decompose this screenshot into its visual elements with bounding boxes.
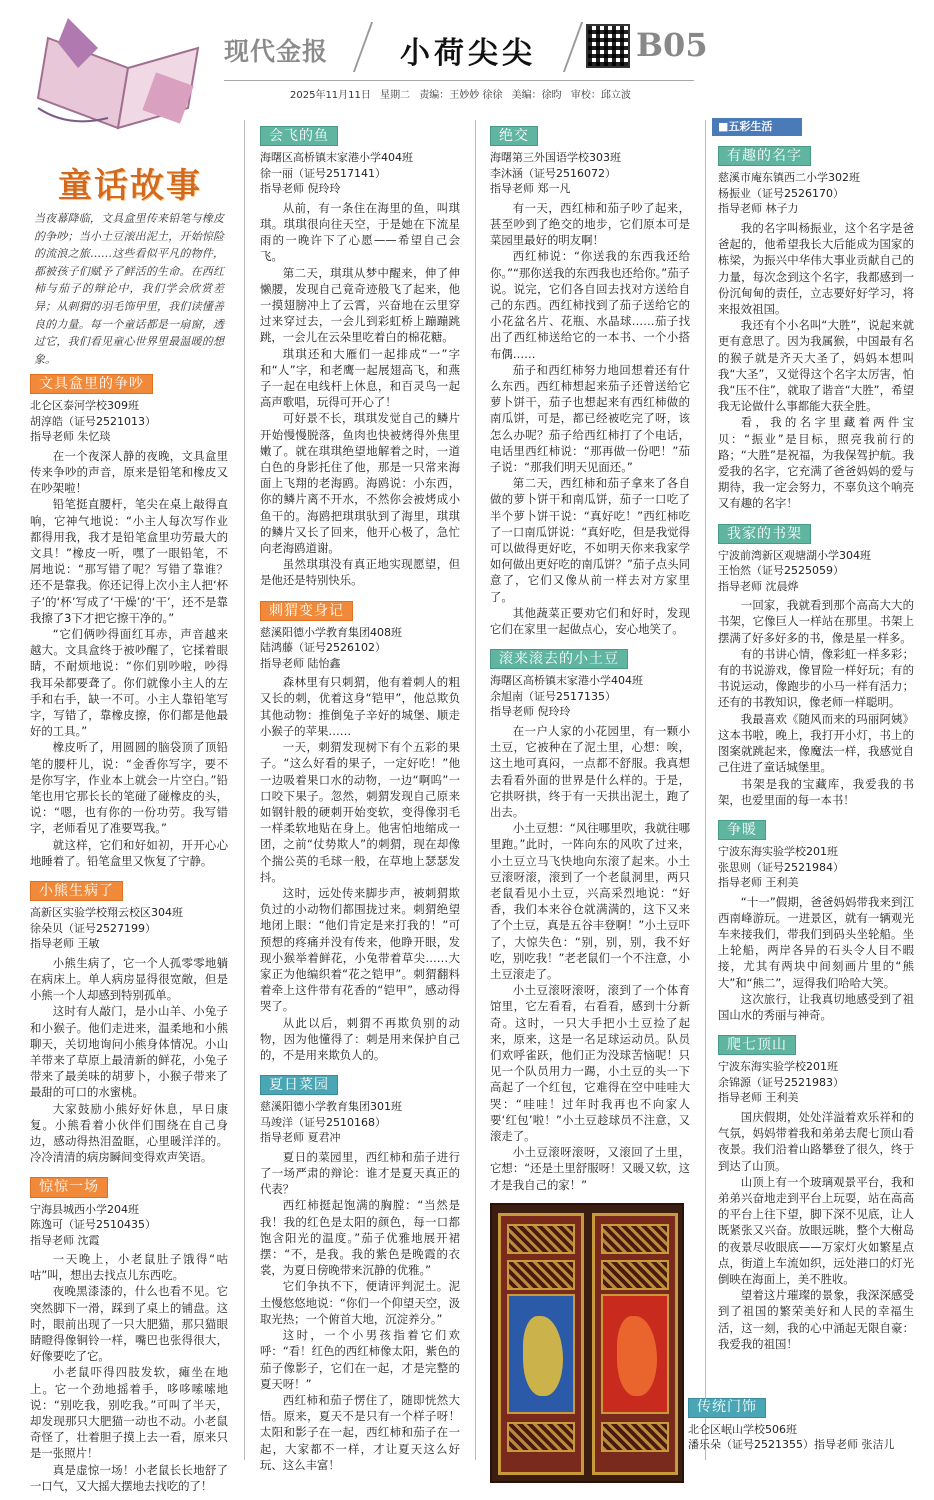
divider (563, 22, 583, 72)
article-body (260, 200, 460, 589)
paragraph: 看，我的名字里藏着两件宝贝：“振业”是目标，照亮我前行的路；“大胜”是祝福，为我保驾护航。我爱我的名字，它充满了爸爸妈妈的爱与期待，我一定会努力，不辜负这个响亮又有趣的名字！ (718, 415, 914, 511)
article-title: 会飞的鱼 (260, 126, 338, 146)
article (30, 875, 228, 1165)
article-title: 爬七顶山 (718, 1035, 796, 1055)
lattice-window (507, 1422, 575, 1452)
paragraph: 夜晚黑漆漆的，什么也看不见。它突然脚下一滑，踩到了桌上的铺盘。这时，眼前出现了一只大肥猫，那只猫眼睛瞪得像铜铃一样，嘴巴也张得很大，好像要吃了它。 (30, 1284, 228, 1364)
masthead-meta (290, 86, 637, 101)
lattice-window (601, 1224, 669, 1254)
column-2 (260, 120, 460, 1479)
section-title: 小荷尖尖 (400, 36, 536, 71)
article (490, 120, 690, 637)
paragraph: 我还有个小名叫“大胜”，说起来就更有意思了。因为我属猴，中国最有名的猴子就是齐天大圣了，妈妈本想叫我“大圣”，又觉得这个名字太厉害，怕我“压不住”，就取了谐音“大胜”，希望我无论做什么事都能大获全胜。 (718, 318, 914, 414)
author-name: 王怡然（证号2525059） (718, 564, 844, 578)
teacher-name: 指导老师 倪玲玲 (490, 705, 571, 719)
author-name: 余锦源（证号2521983） (718, 1075, 844, 1089)
paragraph: 这时，远处传来脚步声，被刺猬欺负过的小动物们都围拢过来。刺猬绝望地闭上眼：“他们肯定是来打我的！”可预想的疼痛并没有传来，他睁开眼，发现小猴举着鲜花，小兔带着草尖……大家正为他编织着“花之铠甲”。刺猬翻料着牵上这件带有花香的“铠甲”，感动得哭了。 (260, 885, 460, 1014)
author-name: 余旭南（证号2517135） (490, 689, 616, 703)
article-body (30, 448, 228, 869)
fairy-tale-title: 童话故事 (58, 166, 202, 206)
paragraph: 夏日的菜园里，西红柿和茄子进行了一场严肃的辩论：谁才是夏天真正的代表？ (260, 1149, 460, 1197)
school-name: 慈溪阳德小学教育集团301班 (260, 1100, 402, 1114)
paragraph: 一回家，我就看到那个高高大大的书架，它像巨人一样站在那里。书架上摆满了好多好多的书，像是星一样多。 (718, 598, 914, 645)
paragraph: “十一”假期，爸爸妈妈带我来到江西南峰游玩。一进景区，就有一辆观光车来接我们，带我们到码头坐轮船。坐上轮船，两岸各异的石头令人目不暇接，尤其有两块中间刻画片里的“熊大”和“熊二”，逗得我们哈哈大笑。 (718, 894, 914, 990)
school-name: 宁海县城西小学204班 (30, 1202, 139, 1216)
paragraph: 虽然琪琪没有真正地实现愿望，但是他还是特别快乐。 (260, 557, 460, 588)
paragraph: 森林里有只刺猬，他有着刺人的粗又长的刺，优着这身“铠甲”，他总欺负其他动物：推倒兔子辛好的城堡、顺走小猴子的苹果…… (260, 675, 460, 738)
paragraph: 西红柿说：“你送我的东西我还给你。”“那你送我的东西我也还给你。”茄子说。说完，它们各自回去找对方送给自己的东西。西红柿找到了茄子送给它的小花盆名片、花瓶、水晶球……茄子找出了西红柿送给它的一本书、一个小搭布偶…… (490, 249, 690, 361)
paragraph: 第二天，琪琪从梦中醒来，伸了伸懒腰，发现自己竟奇迹般飞了起来，他一摸翅膀冲上了云霄，兴奋地在云里穿过来穿过去，一会儿到彩虹桥上蹦蹦跳跳，一会儿在云朵里吃着白的棉花糖。 (260, 265, 460, 345)
paragraph: 在一户人家的小花园里，有一颗小土豆，它被种在了泥土里，心想：唉，这土地可真闷，一点都不舒服。我真想去看看外面的世界是什么样的。于是，它拱呀拱，终于有一天拱出泥土，跑了出去。 (490, 723, 690, 819)
school-name: 慈溪阳德小学教育集团408班 (260, 625, 402, 639)
issue-date: 2025年11月11日 (290, 90, 371, 101)
paragraph: 望着这片璀璨的景象，我深深感受到了祖国的繁荣美好和人民的幸福生活，这一刻，我的心中涌起无限自豪：我爱我的祖国！ (718, 1288, 914, 1351)
paragraph: 这次旅行，让我真切地感受到了祖国山水的秀丽与神奇。 (718, 991, 914, 1023)
author-name: 张思则（证号2521984） (718, 860, 844, 874)
article-title: 绝交 (490, 126, 538, 146)
article-title: 刺猬变身记 (260, 601, 353, 621)
article (718, 814, 914, 1023)
school-name: 海曙区高桥镇末家港小学404班 (490, 674, 643, 688)
teacher-name: 指导老师 沈晨烨 (718, 579, 799, 593)
article (260, 1069, 460, 1473)
door-left (498, 1213, 584, 1475)
article (260, 595, 460, 1064)
door-painting (490, 1203, 684, 1483)
paragraph: 它们争执不下，便请评判泥土。泥土慢悠悠地说：“你们一个仰望天空，汲取光热；一个俯首大地，沉淀养分。” (260, 1279, 460, 1326)
article (718, 1029, 914, 1352)
article-body (718, 597, 914, 808)
page-number: B05 (636, 26, 708, 64)
column-divider (244, 120, 245, 1460)
paragraph: 就这样，它们和好如初，开开心心地睡着了。铅笔盒里又恢复了宁静。 (30, 837, 228, 868)
newspaper-name: 现代金报 (224, 37, 329, 66)
dragon-icon (523, 1316, 563, 1396)
qr-code-icon (586, 24, 630, 68)
article-title: 争暖 (718, 820, 766, 840)
article-body (718, 220, 914, 512)
school-name: 宁波前湾新区观塘湖小学304班 (718, 548, 871, 562)
column-3 (490, 120, 690, 1491)
article-body (490, 723, 690, 1193)
article-body (30, 955, 228, 1166)
masthead-rule (224, 80, 694, 81)
paragraph: 大家鼓励小熊好好休息，早日康复。小熊看着小伙伴们围绕在自己身边，感动得热泪盈眶，心里暖洋洋的。冷冷清清的病房瞬间变得欢声笑语。 (30, 1101, 228, 1165)
author-name: 杨振业（证号2526170） (718, 186, 844, 200)
author-name: 马竣洋（证号2510168） (260, 1115, 386, 1129)
teacher-name: 指导老师 夏君冲 (260, 1131, 341, 1145)
paragraph: 铅笔挺直腰杆，笔尖在桌上敲得直响，它神气地说：“小主人每次写作业都得用我，我才是铅笔盒里功劳最大的文具！”橡皮一听，嘿了一眼铅笔，不屑地说：“那写错了呢？写错了靠谁？还不是靠我。你还记得上次小主人把‘杯子’的‘杯’写成了‘干燥’的‘干’，还不是靠我擦了3下才把它擦干净的。” (30, 497, 228, 625)
teacher-name: 指导老师 郑一凡 (490, 182, 571, 196)
paragraph: 从此以后，刺猬不再欺负别的动物，因为他懂得了：刺是用来保护自己的，不是用来欺负人的。 (260, 1015, 460, 1062)
author-name: 陆鸿藤（证号2526102） (260, 641, 386, 655)
school-name: 宁波东海实验学校201班 (718, 845, 838, 859)
column-4 (718, 120, 914, 1358)
paragraph: 真是虚惊一场！小老鼠长长地舒了一口气，又大摇大摆地去找吃的了！ (30, 1462, 228, 1493)
school-name: 海曙区高桥镇末家港小学404班 (260, 151, 413, 165)
article-body (30, 1251, 228, 1494)
divider (353, 22, 373, 72)
paragraph: 其他蔬菜正要劝它们和好时，发现它们在家里一起做点心，安心地笑了。 (490, 605, 690, 636)
article-body (260, 674, 460, 1063)
article (718, 140, 914, 511)
article-title: 传统门饰 (688, 1398, 766, 1418)
paragraph: 茄子和西红柿努力地回想着还有什么东西。西红柿想起来茄子还曾送给它萝卜饼干，茄子也想起来有西红柿做的南瓜饼，可是，都已经被吃完了呀，该怎么办呢？茄子给西红柿打了个电话，电话里西红柿说：“那再做一份吧！”茄子说：“那我们明天见面还。” (490, 362, 690, 474)
article-body (490, 200, 690, 637)
article (718, 518, 914, 808)
column-divider (705, 120, 706, 1460)
article-title: 夏日菜园 (260, 1075, 338, 1095)
dragon-panel (507, 1294, 575, 1414)
article (30, 1171, 228, 1494)
column-1 (30, 368, 228, 1500)
article-body (718, 894, 914, 1024)
paragraph: 有一天，西红柿和茄子吵了起来，甚至吵到了绝交的地步，它们原本可是菜园里最好的明友啊！ (490, 200, 690, 248)
paragraph: 小老鼠吓得四肢发软，瘫坐在地上。它一个劲地摇着手，哆哆嗦嗦地说：“别吃我，别吃我。”可叫了半天，却发现那只大肥猫一动也不动。小老鼠奇怪了，壮着胆子摸上去一看，原来只是一张照片！ (30, 1365, 228, 1461)
column-divider (475, 120, 476, 1460)
lattice-window (601, 1260, 669, 1290)
paragraph: 书架是我的宝藏库，我爱我的书架，也爱里面的每一本书！ (718, 776, 914, 807)
paragraph: 国庆假期，处处洋溢着欢乐祥和的气氛，妈妈带着我和弟弟去爬七顶山看夜景。我们沿着山路攀登了很久，终于到达了山顶。 (718, 1109, 914, 1173)
author-name: 徐朵贝（证号2527199） (30, 921, 156, 935)
author-name: 潘乐朵（证号2521355）指导老师 张洁儿 (688, 1438, 895, 1451)
paragraph: 小土豆滚呀滚呀，又滚回了土里，它想：“还是土里舒服呀！又暖又软，这才是我自己的家！” (490, 1145, 690, 1192)
paragraph: 第二天，西红柿和茄子拿来了各自做的萝卜饼干和南瓜饼，茄子一口吃了半个萝卜饼干说：“真好吃！”西红柿吃了一口南瓜饼说：“真好吃，但是我觉得可以做得更好吃，不如明天你来我家学如何做出更好吃的南瓜饼？”茄子点头同意了，它们又像从前一样去对方家里了。 (490, 476, 690, 604)
teacher-name: 指导老师 陆怡鑫 (260, 656, 341, 670)
lattice-window (507, 1224, 575, 1254)
article (490, 643, 690, 1193)
paragraph: 可好景不长，琪琪发觉自己的鳞片开始慢慢脱落，鱼肉也快被烤得外焦里嫩了。就在琪琪绝望地解着之时，一道白色的身影托住了他，那是一只常来海面上飞翔的老海鸥。海鸥说：小东西，你的鳞片离不开水，不然你会被烤成小鱼干的。海鸥把琪琪驮到了海里，琪琪的鳞片又长了回来，他开心极了，急忙向老海鸥道谢。 (260, 411, 460, 555)
author-name: 胡淳皓（证号2521013） (30, 414, 156, 428)
column-badge: ■五彩生活 (712, 118, 802, 136)
paragraph: 从前，有一条住在海里的鱼，叫琪琪。琪琪很向往天空，于是她在下流星雨的一晚许下了心愿——希望自己会飞。 (260, 200, 460, 264)
teacher-name: 指导老师 沈霞 (30, 1233, 100, 1247)
article-title: 有趣的名字 (718, 146, 811, 166)
masthead (0, 0, 934, 100)
school-name: 慈溪市庵东镇西二小学302班 (718, 171, 860, 185)
school-name: 北仑区泰河学校309班 (30, 399, 139, 413)
article-title: 小熊生病了 (30, 881, 123, 901)
teacher-name: 指导老师 王利美 (718, 876, 799, 890)
paragraph: 有的书讲心情，像彩虹一样多彩；有的书说游戏，像冒险一样好玩；有的书说运动，像跑步的小马一样有活力；还有的书教知识，像老师一样聪明。 (718, 646, 914, 710)
school-name: 北仑区岷山学校506班 (688, 1422, 797, 1436)
author-name: 李沐涵（证号2516072） (490, 166, 616, 180)
door-right (592, 1213, 678, 1475)
paragraph: 小土豆想：“风往哪里吹，我就往哪里跑。”此时，一阵向东的风吹了过来，小土豆立马飞快地向东滚了起来。小土豆滚呀滚，滚到了一个老鼠洞里，两只老鼠看见小土豆，兴高采烈地说：“好香，我们本来谷仓就满满的，这下又来了个土豆，真是五谷丰登啊！”小土豆吓了，大惊失色：“别，别，别，我不好吃，别吃我！”老老鼠们一个不注意，小土豆滚走了。 (490, 821, 690, 981)
article-title: 文具盒里的争吵 (30, 374, 153, 394)
paragraph: 小熊生病了，它一个人孤零零地躺在病床上。单人病房显得很宽敞，但是小熊一个人却感到特别孤单。 (30, 955, 228, 1003)
teacher-name: 指导老师 朱忆琰 (30, 430, 111, 444)
paragraph: 山顶上有一个玻璃观景平台，我和弟弟兴奋地走到平台上玩耍，站在高高的平台上往下望，脚下深不见底，让人既紧张又兴奋。放眼远眺，整个大榭岛的夜景尽收眼底——万家灯火如繁星点点，街道上车流如织，远处港口的灯光倒映在海面上，美不胜收。 (718, 1174, 914, 1286)
paragraph: 橡皮听了，用圆圆的脑袋顶了顶铅笔的腰杆儿，说：“金香你写字，要不是你写字，作业本上就会一片空白。”铅笔也用它那长长的笔碰了碰橡皮的头，说：“嗯，也有你的一份功劳。我写错字，老师看见了准要骂我。” (30, 740, 228, 836)
editor: 责编：王妙妙 徐徐 (419, 90, 503, 101)
weekday: 星期二 (380, 90, 411, 101)
school-name: 海曙第三外国语学校303班 (490, 151, 621, 165)
author-name: 陈逸可（证号2510435） (30, 1218, 156, 1232)
article (688, 1392, 918, 1453)
teacher-name: 指导老师 王利美 (718, 1091, 799, 1105)
teacher-name: 指导老师 倪玲玲 (260, 182, 341, 196)
teacher-name: 指导老师 王敏 (30, 937, 100, 951)
article-body (260, 1149, 460, 1473)
paragraph: 我的名字叫杨振业，这个名字是爸爸起的，他希望我长大后能成为国家的栋梁，为振兴中华伟大事业贡献自己的力量，每次念到这个名字，我都感到一份沉甸甸的责任，立志要好好学习，将来报效祖国。 (718, 220, 914, 316)
paragraph: 琪琪还和大雁们一起排成“一”字和“人”字，和老鹰一起展翅高飞，和燕子一起在电线杆上休息，和百灵鸟一起高声歌唱，玩得可开心了！ (260, 346, 460, 410)
lattice-window (601, 1422, 669, 1452)
lattice-window (507, 1260, 575, 1290)
paragraph: 一天，刺猬发现树下有个五彩的果子。“这么好看的果子，一定好吃！”他一边吸着果口水的动物，一边“啊呜”一口咬下果子。忽然，刺猬发现自己原来如钢针般的硬刺开始变软，变得像羽毛一样柔软地贴在身上。他害怕地缩成一团，之前“仗势欺人”的刺猬，现在却像个揣公英的毛球一般，在草地上瑟瑟发抖。 (260, 740, 460, 884)
school-name: 宁波东海实验学校201班 (718, 1060, 838, 1074)
paragraph: 西红柿和茄子愣住了，随即恍然大悟。原来，夏天不是只有一个样子呀！太阳和影子在一起，西红柿和茄子在一起，大家都不一样，才让夏天这么好玩、这么丰富！ (260, 1392, 460, 1472)
article (30, 368, 228, 869)
phoenix-icon (617, 1316, 657, 1396)
caption-article (688, 1392, 918, 1459)
paragraph: “它们俩吵得面红耳赤，声音越来越大。文具盒终于被吵醒了，它揉着眼睛，不耐烦地说：“你们别吵啦，吵得我耳朵都要聋了。你们就像小主人的左手和右手，缺一不可。小主人靠铅笔写字，写错了，靠橡皮擦，你们都是他最好的工具。” (30, 626, 228, 739)
teacher-name: 指导老师 林子力 (718, 202, 799, 216)
proofreader: 审校：邱立波 (570, 90, 631, 101)
paragraph: 西红柿挺起饱满的胸膛：“当然是我！我的红色是太阳的颜色，每一口都饱含阳光的温度。”茄子优雅地展开裙摆：“不，是我。我的紫色是晚霞的衣裳，为夏日傍晚带来沉静的优雅。” (260, 1198, 460, 1278)
school-name: 高新区实验学校翔云校区304班 (30, 906, 183, 920)
paragraph: 在一个夜深人静的夜晚，文具盒里传来争吵的声音，原来是铅笔和橡皮又在吵架啦！ (30, 448, 228, 496)
designer: 美编：徐昀 (511, 90, 562, 101)
article-title: 惊惊一场 (30, 1177, 108, 1197)
article (260, 120, 460, 589)
author-name: 徐一丽（证号2517141） (260, 166, 386, 180)
paragraph: 这时，一个小男孩指着它们欢呼：“看！红色的西红柿像太阳，紫色的茄子像影子，它们在一起，才是完整的夏天呀！” (260, 1328, 460, 1391)
paragraph: 这时有人敲门，是小山羊、小兔子和小猴子。他们走进来，温柔地和小熊聊天，关切地询问小熊身体情况。小山羊带来了草原上最清新的鲜花，小兔子带来了最美味的胡萝卜，小猴子带来了最甜的可口的水蜜桃。 (30, 1004, 228, 1100)
paragraph: 我最喜欢《随风而来的玛丽阿姨》这本书啦，晚上，我打开小灯，书上的图案就跳起来，像魔法一样，我感觉自己住进了童话城堡里。 (718, 711, 914, 775)
paragraph: 一天晚上，小老鼠肚子饿得“咕咕”叫，想出去找点儿东西吃。 (30, 1252, 228, 1283)
intro-text: 当夜幕降临，文具盒里传来铅笔与橡皮的争吵；当小土豆滚出泥土，开始惊险的流浪之旅……这些看似平凡的物件，都被孩子们赋予了鲜活的生命。在西红柿与茄子的辩论中，我们学会欣赏差异；从刺猬的羽毛饰甲里，我们读懂善良的力量。每一个童话都是一扇窗，透过它，我们看见童心世界里最温暖的想象。 (34, 212, 224, 366)
article-title: 我家的书架 (718, 524, 811, 544)
article-title: 滚来滚去的小土豆 (490, 649, 628, 669)
article-body (718, 1109, 914, 1352)
paragraph: 小土豆滚呀滚呀，滚到了一个体育馆里，它左看看，右看看，感到十分新奇。这时，一只大手把小土豆捡了起来，原来，这是一名足球运动员。队员们欢呼雀跃，他们正为没球苦恼呢！只见一个队员用力一踢，小土豆的头一下高起了一个红包，它难得在空中哇哇大哭：“哇哇！过年时我再也不向家人要‘红包’啦！”小土豆趁球员不注意，又滚走了。 (490, 983, 690, 1143)
phoenix-panel (601, 1294, 669, 1414)
